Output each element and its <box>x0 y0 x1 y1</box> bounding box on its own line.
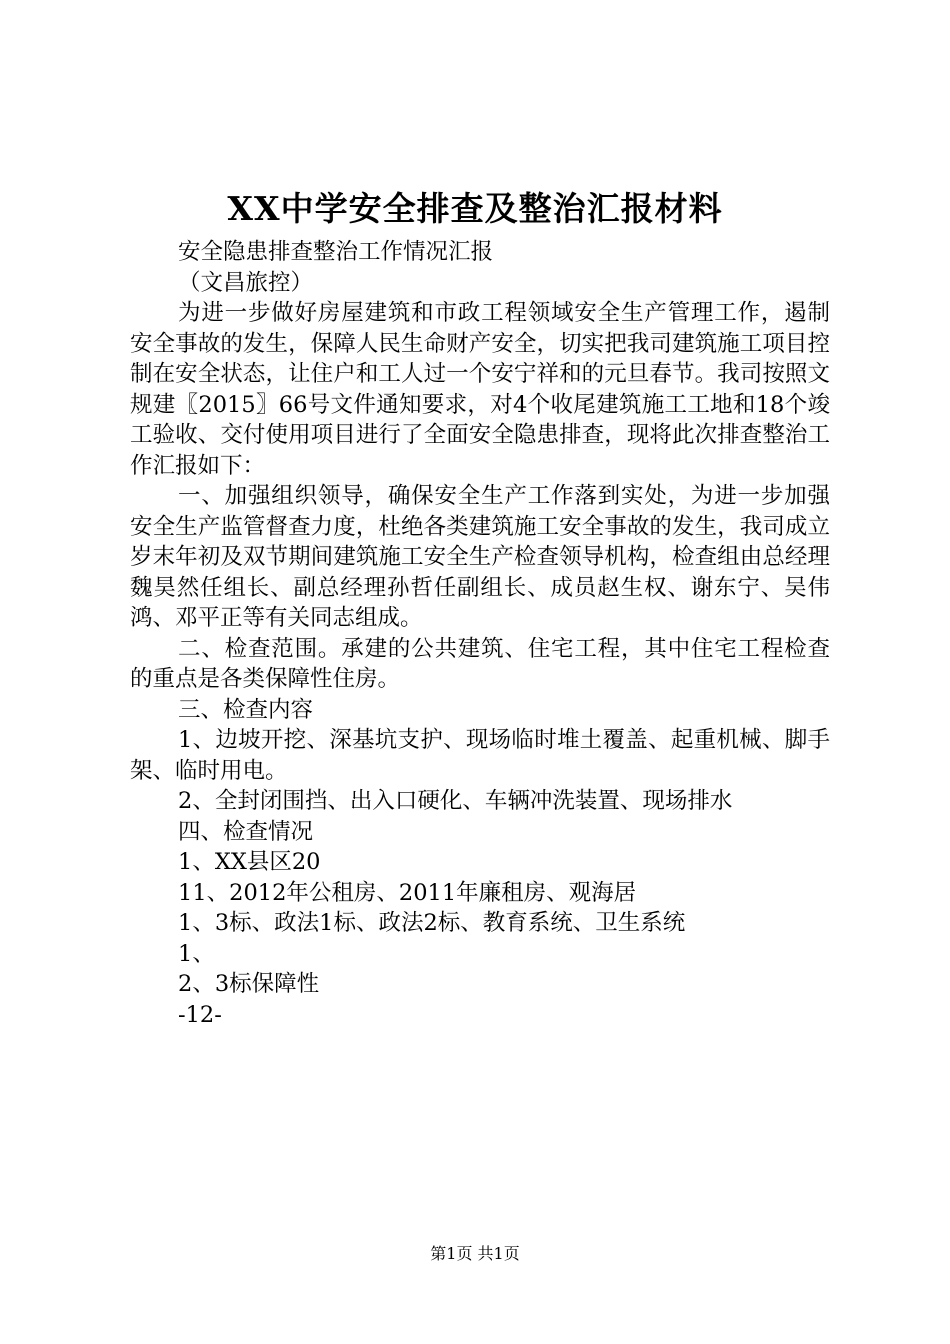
status-item-4: 1、 <box>178 940 215 967</box>
section-organization: 一、加强组织领导，确保安全生产工作落到实处，为进一步加强安全生产监管督查力度，杜绝各类建筑施工安全事故的发生，我司成立岁末年初及双节期间建筑施工安全生产检查领导机构，检查组由总经理魏昊然任组长、副总经理孙哲任副组长、成员赵生权、谢东宁、吴伟鸿、邓平正等有关同志组成。 <box>130 483 830 631</box>
status-item-5: 2、3标保障性 <box>178 971 320 997</box>
section-scope: 二、检查范围。承建的公共建筑、住宅工程，其中住宅工程检查的重点是各类保障性住房。 <box>130 635 830 692</box>
status-item-2: 11、2012年公租房、2011年廉租房、观海居 <box>178 879 637 906</box>
report-subtitle: 安全隐患排查整治工作情况汇报 <box>178 239 494 265</box>
section-status-heading: 四、检查情况 <box>178 818 314 845</box>
intro-paragraph: 为进一步做好房屋建筑和市政工程领域安全生产管理工作，遏制安全事故的发生，保障人民生命财产安全，切实把我司建筑施工项目控制在安全状态，让住户和工人过一个安宁祥和的元旦春节。我司按照文规建〖2015〗66号文件通知要求，对4个收尾建筑施工工地和18个竣工验收、交付使用项目进行了全面安全隐患排查，现将此次排查整治工作汇报如下： <box>130 300 830 479</box>
page-footer: 第1页 共1页 <box>430 1244 520 1263</box>
inline-page-number: -12- <box>178 1001 222 1028</box>
section-content-heading: 三、检查内容 <box>178 696 314 723</box>
document-body <box>130 237 830 1030</box>
status-item-1: 1、XX县区20 <box>178 849 321 875</box>
content-item-2: 2、全封闭围挡、出入口硬化、车辆冲洗装置、现场排水 <box>178 788 733 814</box>
status-item-3: 1、3标、政法1标、政法2标、教育系统、卫生系统 <box>178 910 686 936</box>
report-author: （文昌旅控） <box>178 269 314 296</box>
document-title: XX中学安全排查及整治汇报材料 <box>227 189 723 228</box>
content-item-1: 1、边坡开挖、深基坑支护、现场临时堆土覆盖、起重机械、脚手架、临时用电。 <box>130 727 830 784</box>
